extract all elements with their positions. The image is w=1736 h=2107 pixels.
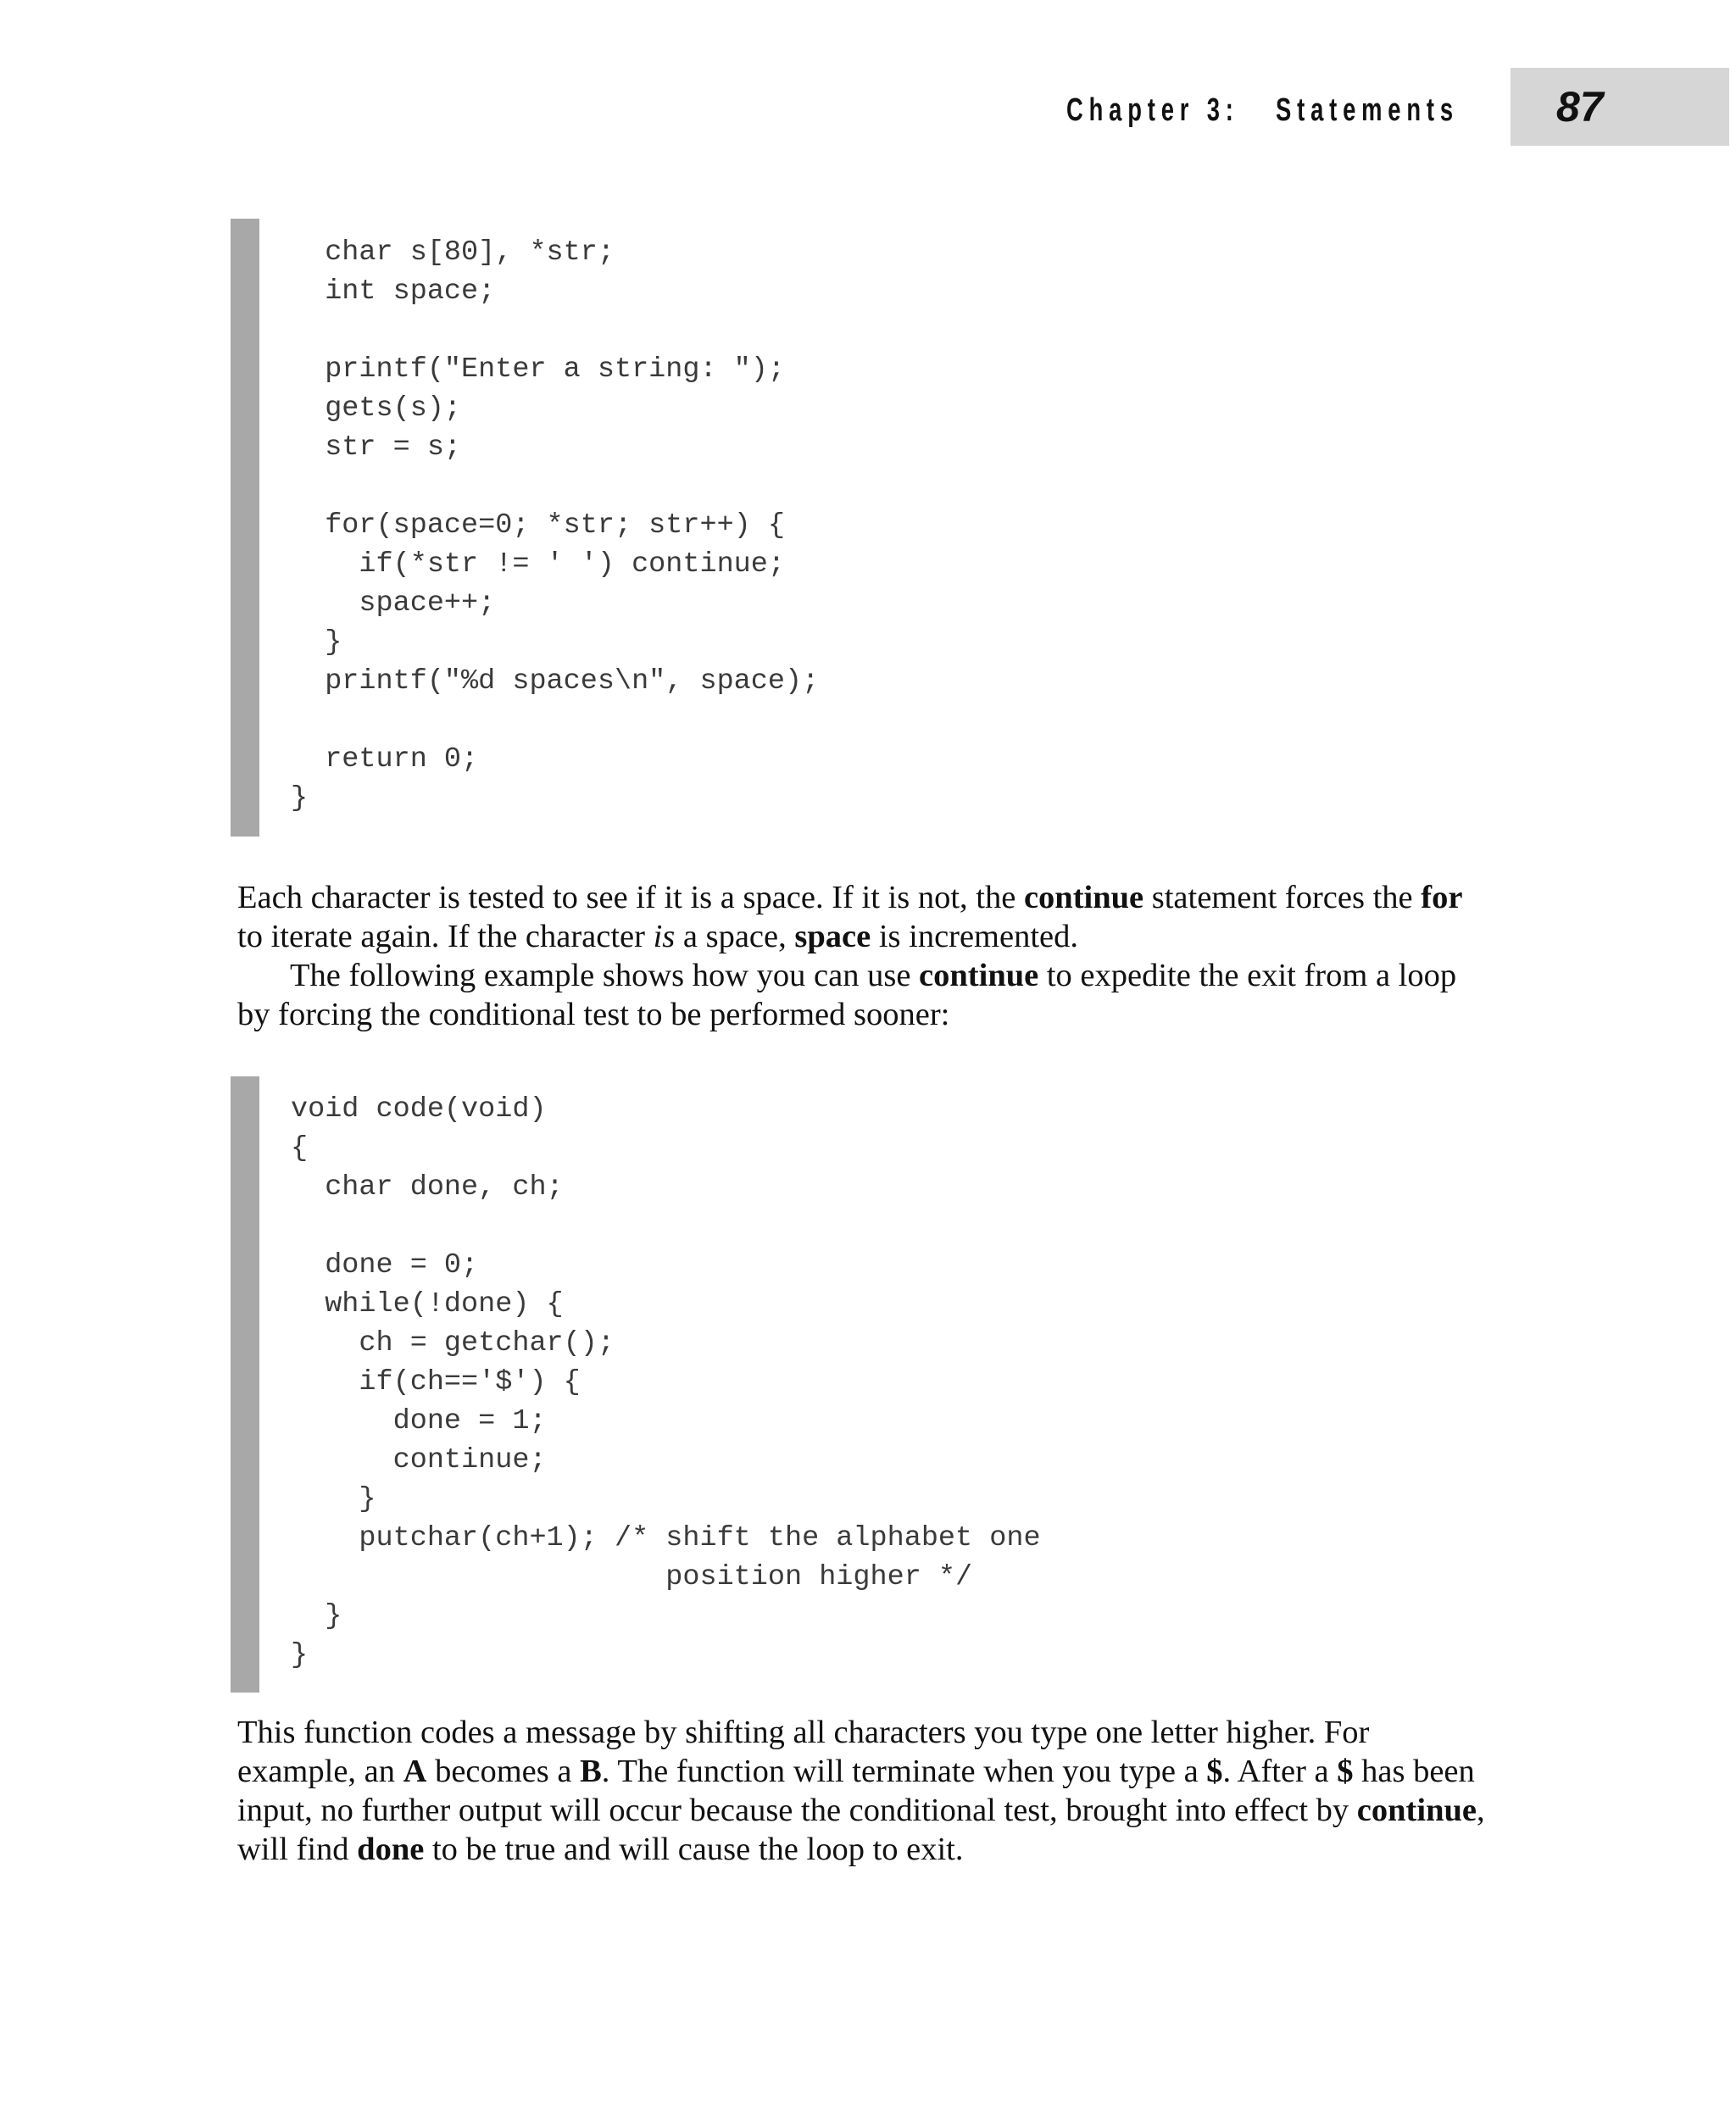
code-line: [291, 467, 819, 506]
code-line: char s[80], *str;: [291, 236, 615, 269]
code-line: gets(s);: [291, 392, 462, 425]
code-line: putchar(ch+1); /* shift the alphabet one: [291, 1522, 1041, 1554]
text-run: Each character is tested to see if it is a space. If it is not, the: [237, 880, 1024, 915]
code-line: return 0;: [291, 743, 479, 776]
code-line: }: [291, 626, 342, 659]
italic-term: is: [653, 919, 676, 954]
text-run: a space,: [675, 919, 795, 954]
bold-term: space: [794, 919, 871, 954]
code-line: printf("Enter a string: ");: [291, 353, 785, 386]
text-run: The following example shows how you can use: [290, 958, 920, 993]
text-run: , will find: [237, 1793, 1485, 1867]
code-line: while(!done) {: [291, 1288, 564, 1320]
text-run: statement forces the: [1143, 880, 1422, 915]
page-number-box: [1511, 68, 1729, 146]
text-run: becomes a: [426, 1754, 581, 1789]
code-line: continue;: [291, 1444, 547, 1476]
text-run: is incremented.: [871, 919, 1079, 954]
code-block-bar: [231, 219, 259, 837]
page-number: 87: [1556, 83, 1604, 131]
bold-term: continue: [1023, 880, 1144, 915]
chapter-header-title: Chapter 3: Statements: [1066, 92, 1459, 128]
bold-term: done: [357, 1832, 425, 1867]
code-block-bar: [231, 1076, 259, 1693]
code-line: done = 0;: [291, 1249, 479, 1281]
code-line: int space;: [291, 275, 496, 308]
body-text-2: [237, 1713, 1492, 1869]
text-run: to be true and will cause the loop to exit.: [424, 1832, 964, 1867]
bold-term: continue: [1356, 1793, 1477, 1828]
code-line: if(*str != ' ') continue;: [291, 548, 785, 581]
code-line: position higher */: [291, 1561, 973, 1593]
code-line: done = 1;: [291, 1405, 547, 1437]
code-line: char done, ch;: [291, 1171, 564, 1204]
code-line: [291, 311, 819, 350]
code-line: space++;: [291, 587, 496, 620]
code-block-2: [291, 1090, 1041, 1675]
code-line: void code(void): [291, 1093, 547, 1126]
code-line: [291, 1207, 1041, 1246]
bold-term: $: [1337, 1754, 1354, 1789]
code-line: {: [291, 1132, 309, 1165]
code-line: }: [291, 1483, 376, 1515]
code-line: for(space=0; *str; str++) {: [291, 509, 785, 542]
code-line: printf("%d spaces\n", space);: [291, 665, 820, 698]
code-line: ch = getchar();: [291, 1327, 615, 1359]
text-run: to iterate again. If the character: [237, 919, 654, 954]
paragraph: [237, 1713, 1492, 1869]
bold-term: continue: [919, 958, 1039, 993]
code-line: str = s;: [291, 431, 462, 464]
bold-term: $: [1206, 1754, 1223, 1789]
paragraph: [237, 956, 1492, 1034]
code-block-1: [291, 233, 819, 818]
code-line: }: [291, 1639, 309, 1671]
code-line: }: [291, 782, 309, 814]
code-line: if(ch=='$') {: [291, 1366, 581, 1398]
body-text-1: [237, 878, 1492, 1034]
bold-term: B: [580, 1754, 602, 1789]
text-run: This function codes a message by shifting all characters you type one letter higher. For example, an: [237, 1715, 1370, 1789]
text-run: . After a: [1222, 1754, 1338, 1789]
text-run: . The function will terminate when you type a: [601, 1754, 1207, 1789]
bold-term: A: [403, 1754, 427, 1789]
text-run: to expedite the exit from a loop by forcing the conditional test to be performed sooner:: [237, 958, 1457, 1032]
code-line: [291, 701, 819, 740]
paragraph: [237, 878, 1492, 956]
bold-term: for: [1421, 880, 1463, 915]
text-run: has been input, no further output will occur because the conditional test, brought into effect by: [237, 1754, 1475, 1828]
code-line: }: [291, 1600, 342, 1632]
